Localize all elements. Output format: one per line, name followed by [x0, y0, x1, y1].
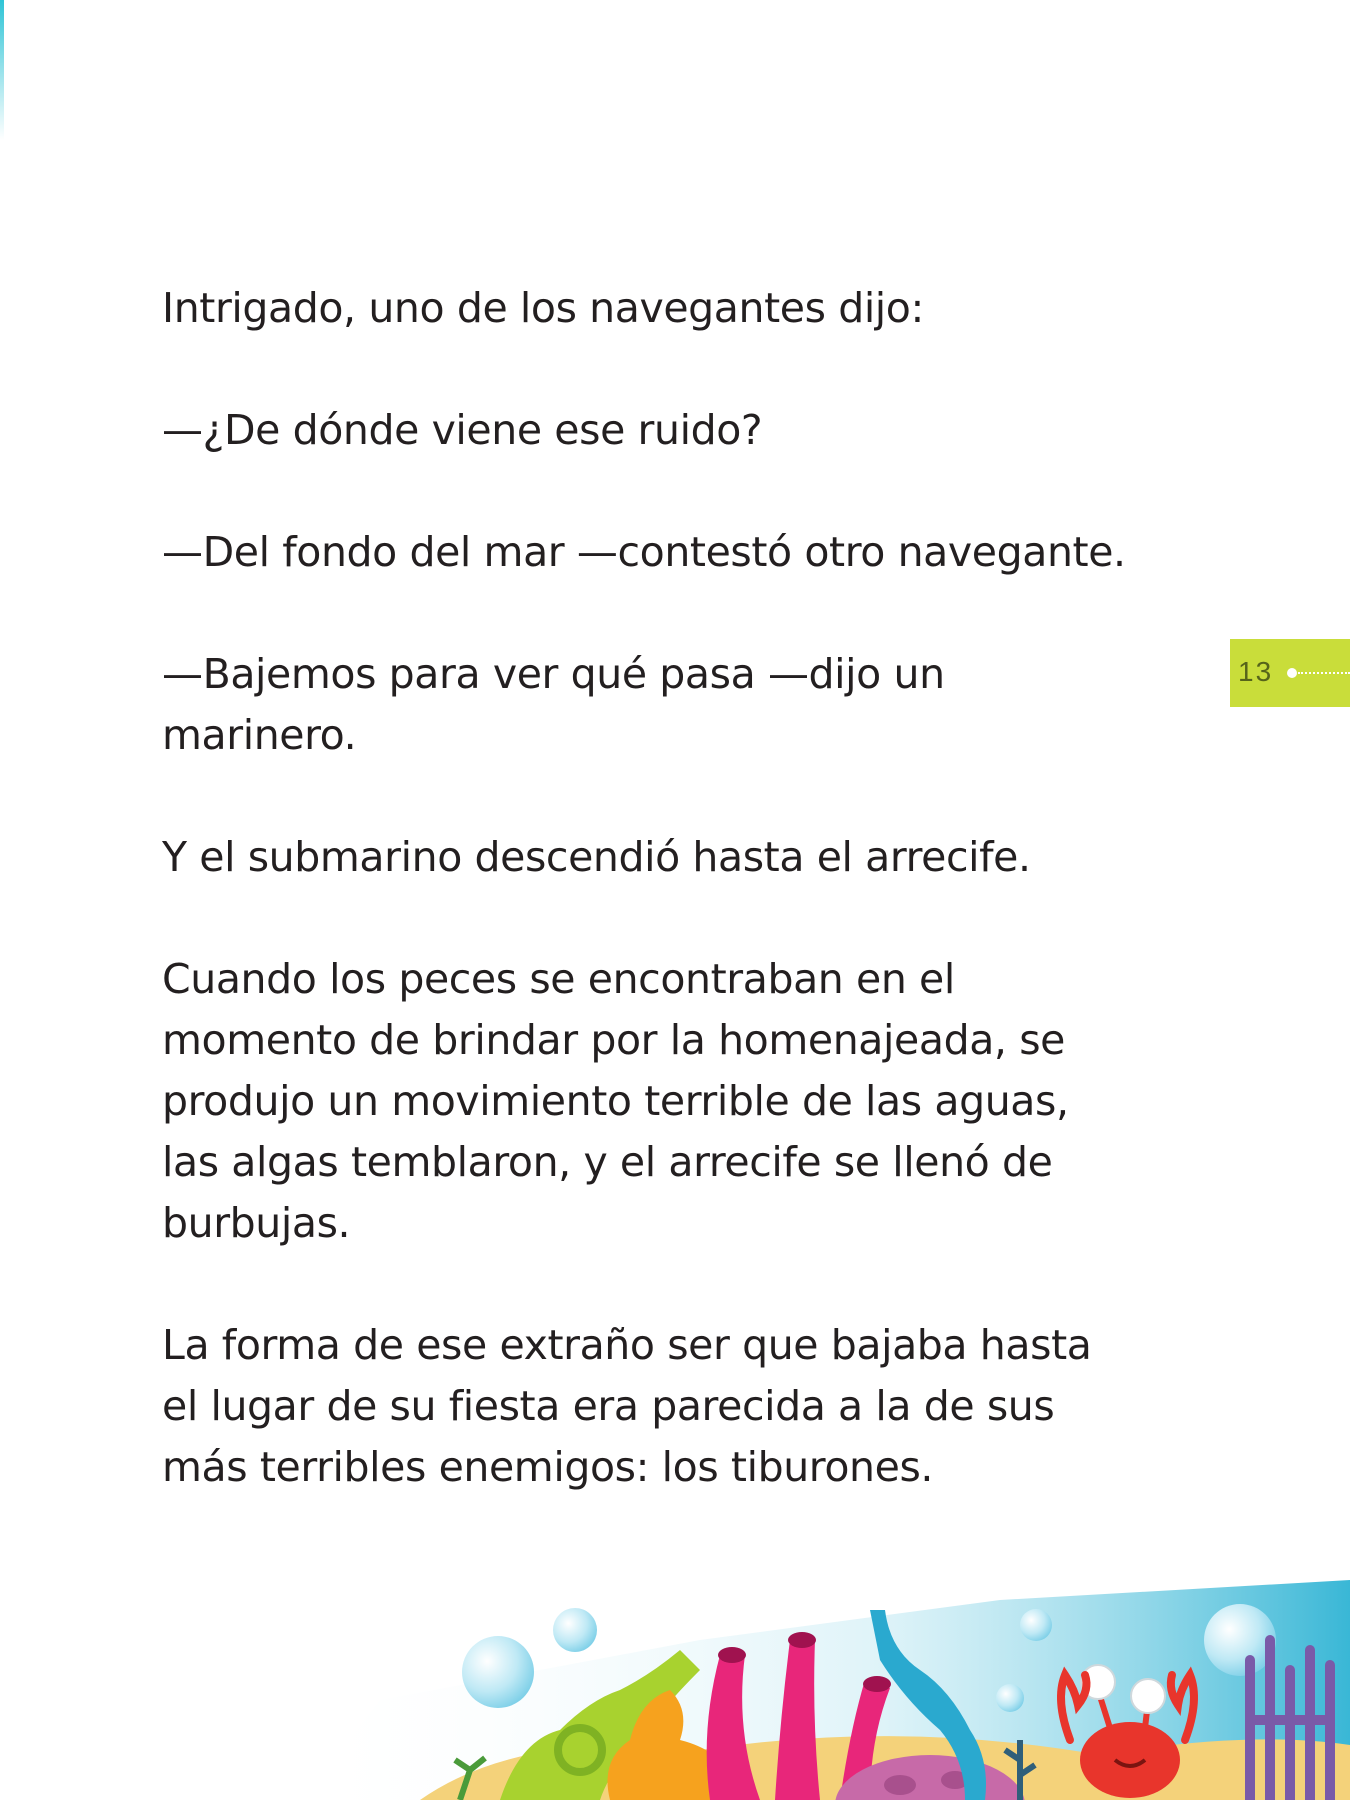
bubble-icon — [996, 1684, 1024, 1712]
page-dot-icon — [1287, 668, 1297, 678]
bubble-icon — [462, 1636, 534, 1708]
pink-coral-top-icon — [788, 1632, 816, 1648]
page-dotted-line — [1298, 672, 1350, 674]
crab-eye-icon — [1131, 1679, 1165, 1713]
pink-coral-top-icon — [718, 1647, 746, 1663]
paragraph-6: Cuando los peces se encontraban en el momento de brindar por la homenajeada, se produjo un movimiento terrible de las aguas, las algas temblaron, y el arrecife se llenó de burbujas. — [162, 955, 1069, 1247]
page-number: 13 — [1238, 656, 1274, 687]
paragraph-5: Y el submarino descendió hasta el arrecife. — [162, 833, 1031, 881]
page-number-tab — [1230, 639, 1350, 707]
purple-rock-spot-icon — [884, 1775, 916, 1795]
paragraph-3: —Del fondo del mar —contestó otro navegante. — [162, 528, 1126, 576]
reef-illustration — [0, 1580, 1350, 1800]
bubble-icon — [553, 1608, 597, 1652]
paragraph-2: —¿De dónde viene ese ruido? — [162, 406, 763, 454]
crab-body-icon — [1080, 1722, 1180, 1798]
paragraph-1: Intrigado, uno de los navegantes dijo: — [162, 284, 924, 332]
paragraph-4: —Bajemos para ver qué pasa —dijo un marinero. — [162, 650, 945, 759]
story-text — [162, 278, 1192, 1559]
bubble-icon — [1020, 1609, 1052, 1641]
pink-coral-top-icon — [863, 1676, 891, 1692]
left-edge-accent — [0, 0, 4, 140]
paragraph-7: La forma de ese extraño ser que bajaba hasta el lugar de su fiesta era parecida a la de sus más terribles enemigos: los tiburones. — [162, 1321, 1092, 1491]
